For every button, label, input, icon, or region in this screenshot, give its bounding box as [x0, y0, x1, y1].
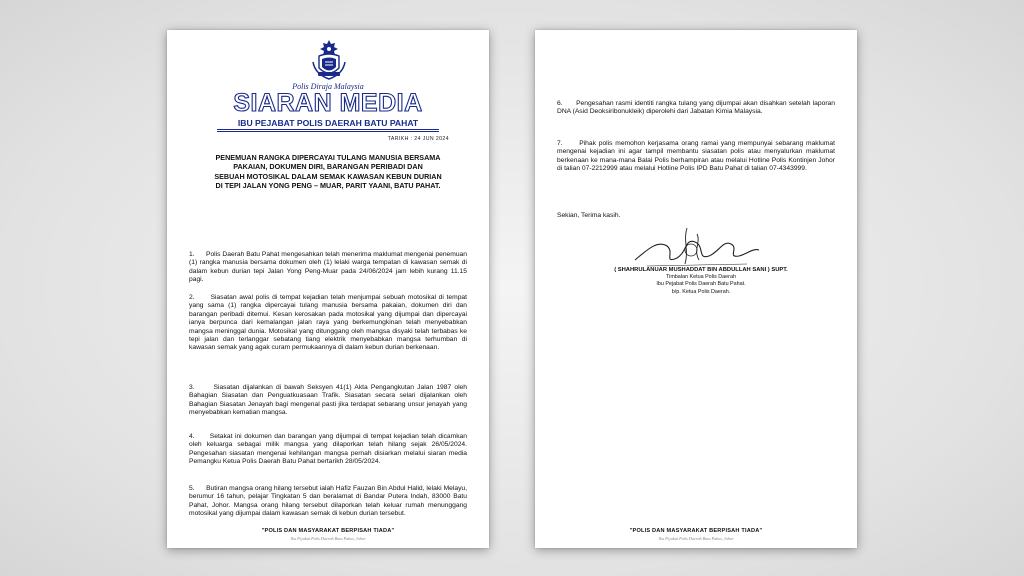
- paragraph-number: 6.: [557, 100, 563, 107]
- footer-address: Ibu Pejabat Polis Daerah Batu Pahat, Johor: [290, 536, 366, 541]
- signatory-block: [573, 267, 829, 296]
- paragraph-7: [557, 140, 835, 174]
- press-release-page-2: [535, 30, 857, 548]
- paragraph-number: 5.: [189, 485, 195, 492]
- footer-address: Ibu Pejabat Polis Daerah Batu Pahat, Johor: [658, 536, 734, 541]
- footer-slogan: "POLIS DAN MASYARAKAT BERPISAH TIADA": [261, 528, 395, 534]
- signatory-title: Timbalan Ketua Polis Daerah: [666, 274, 736, 281]
- office-name: IBU PEJABAT POLIS DAERAH BATU PAHAT: [237, 118, 419, 128]
- release-date: TARIKH : 24 JUN 2024: [387, 136, 449, 142]
- document-title: SIARAN MEDIA: [233, 89, 423, 117]
- paragraph-number: 2.: [189, 294, 195, 301]
- paragraph-text: Siasatan dijalankan di bawah Seksyen 41(1) Akta Pengangkutan Jalan 1987 oleh Bahagian Siasatan dan Penguatkuasaan Trafik. Siasatan secara selari dijalankan oleh Bahagian Siasatan Jenayah bagi mengenal pasti jika terdapat sebarang unsur jenayah yang menyebabkan kematian mangsa.: [189, 384, 467, 417]
- paragraph-number: 7.: [557, 140, 563, 147]
- paragraph-text: Setakat ini dokumen dan barangan yang dijumpai di tempat kejadian telah dicamkan oleh keluarga sebagai milik mangsa yang dilaporkan telah hilang sejak 26/05/2024. Pengesahan siasatan mengenai kehilangan mangsa pernah disiarkan melalui siaran media Pemangku Ketua Polis Daerah Batu Pahat bertarikh 28/05/2024.: [189, 433, 467, 466]
- footer-slogan: "POLIS DAN MASYARAKAT BERPISAH TIADA": [629, 528, 763, 534]
- paragraph-text: Butiran mangsa orang hilang tersebut ialah Hafiz Fauzan Bin Abdul Halid, lelaki Melayu, berumur 16 tahun, pelajar Tingkatan 5 dan beralamat di Bandar Putera Indah, 83000 Batu Pahat, Johor. Mangsa orang hilang tersebut dilaporkan telah keluar rumah menunggang motosikal yang dijumpai dalam kawasan semak di kebun durian tersebut.: [189, 485, 467, 518]
- police-crest-logo: [309, 38, 349, 80]
- closing-remark: Sekian, Terima kasih.: [557, 212, 621, 219]
- heading-line: SEBUAH MOTOSIKAL DALAM SEMAK KAWASAN KEBUN DURIAN: [214, 171, 442, 181]
- paragraph-text: Pengesahan rasmi identiti rangka tulang yang dijumpai akan disahkan setelah laporan DNA (Asid Deoksiribonukleik) diperolehi dari Jabatan Kimia Malaysia.: [557, 100, 835, 116]
- handwritten-signature: [627, 220, 767, 274]
- paragraph-5: [189, 485, 467, 519]
- organization-name: Polis Diraja Malaysia: [292, 82, 364, 91]
- paragraph-text: Polis Daerah Batu Pahat mengesahkan telah menerima maklumat mengenai penemuan (1) rangka manusia bersama dokumen oleh (1) lelaki warga tempatan di kawasan semak di dalam kebun durian tepi Jalan Yong Peng-Muar pada 24/06/2024 jam lebih kurang 11.15 pagi.: [189, 251, 467, 284]
- paragraph-number: 3.: [189, 384, 195, 391]
- heading-line: DI TEPI JALAN YONG PENG – MUAR, PARIT YAANI, BATU PAHAT.: [215, 181, 441, 191]
- paragraph-1: [189, 251, 467, 285]
- paragraph-6: [557, 100, 835, 117]
- heading-line: PAKAIAN, DOKUMEN DIRI, BARANGAN PERIBADI DAN: [233, 162, 423, 172]
- paragraph-4: [189, 433, 467, 467]
- signatory-office: Ibu Pejabat Polis Daerah Batu Pahat.: [656, 281, 746, 288]
- paragraph-3: [189, 384, 467, 418]
- paragraph-number: 4.: [189, 433, 195, 440]
- heading-line: PENEMUAN RANGKA DIPERCAYAI TULANG MANUSIA BERSAMA: [215, 153, 441, 162]
- signatory-name: ( SHAHRULANUAR MUSHADDAT BIN ABDULLAH SANI ) SUPT.: [614, 267, 788, 273]
- signatory-capacity: b/p. Ketua Polis Daerah.: [671, 288, 731, 295]
- paragraph-text: Siasatan awal polis di tempat kejadian telah menjumpai sebuah motosikal di tempat yang sama (1) rangka dipercayai tulang manusia bersama pakaian, dokumen diri dan barangan peribadi ditemui. Kesan kerosakan pada motosikal yang dijumpai dan dipercayai ianya berpunca dari kemalangan jalan raya yang berkemungkinan telah menyebabkan mangsa meninggal dunia. Motosikal yang ditunggang oleh mangsa disyaki telah terbabas ke tepi jalan dan terlanggar sebatang tiang elektrik menyebabkan mangsa terhumban di kawasan semak yang agak curam permukaannya di dalam kebun durian berkenaan.: [189, 294, 467, 352]
- paragraph-text: Pihak polis memohon kerjasama orang ramai yang mempunyai sebarang maklumat mengenai kejadian ini agar tampil membantu siasatan polis atau menyalurkan maklumat berkenaan ke mana-mana Balai Polis berhampiran atau melalui Hotline Polis Kontinjen Johor di talian 07-2212999 atau melalui Hotline Polis IPD Batu Pahat di talian 07-4343999.: [557, 140, 835, 173]
- paragraph-2: [189, 294, 467, 353]
- paragraph-number: 1.: [189, 251, 195, 258]
- header-rule: [217, 131, 439, 132]
- release-heading: [187, 153, 469, 191]
- header-rule: [217, 129, 439, 130]
- press-release-page-1: [167, 30, 489, 548]
